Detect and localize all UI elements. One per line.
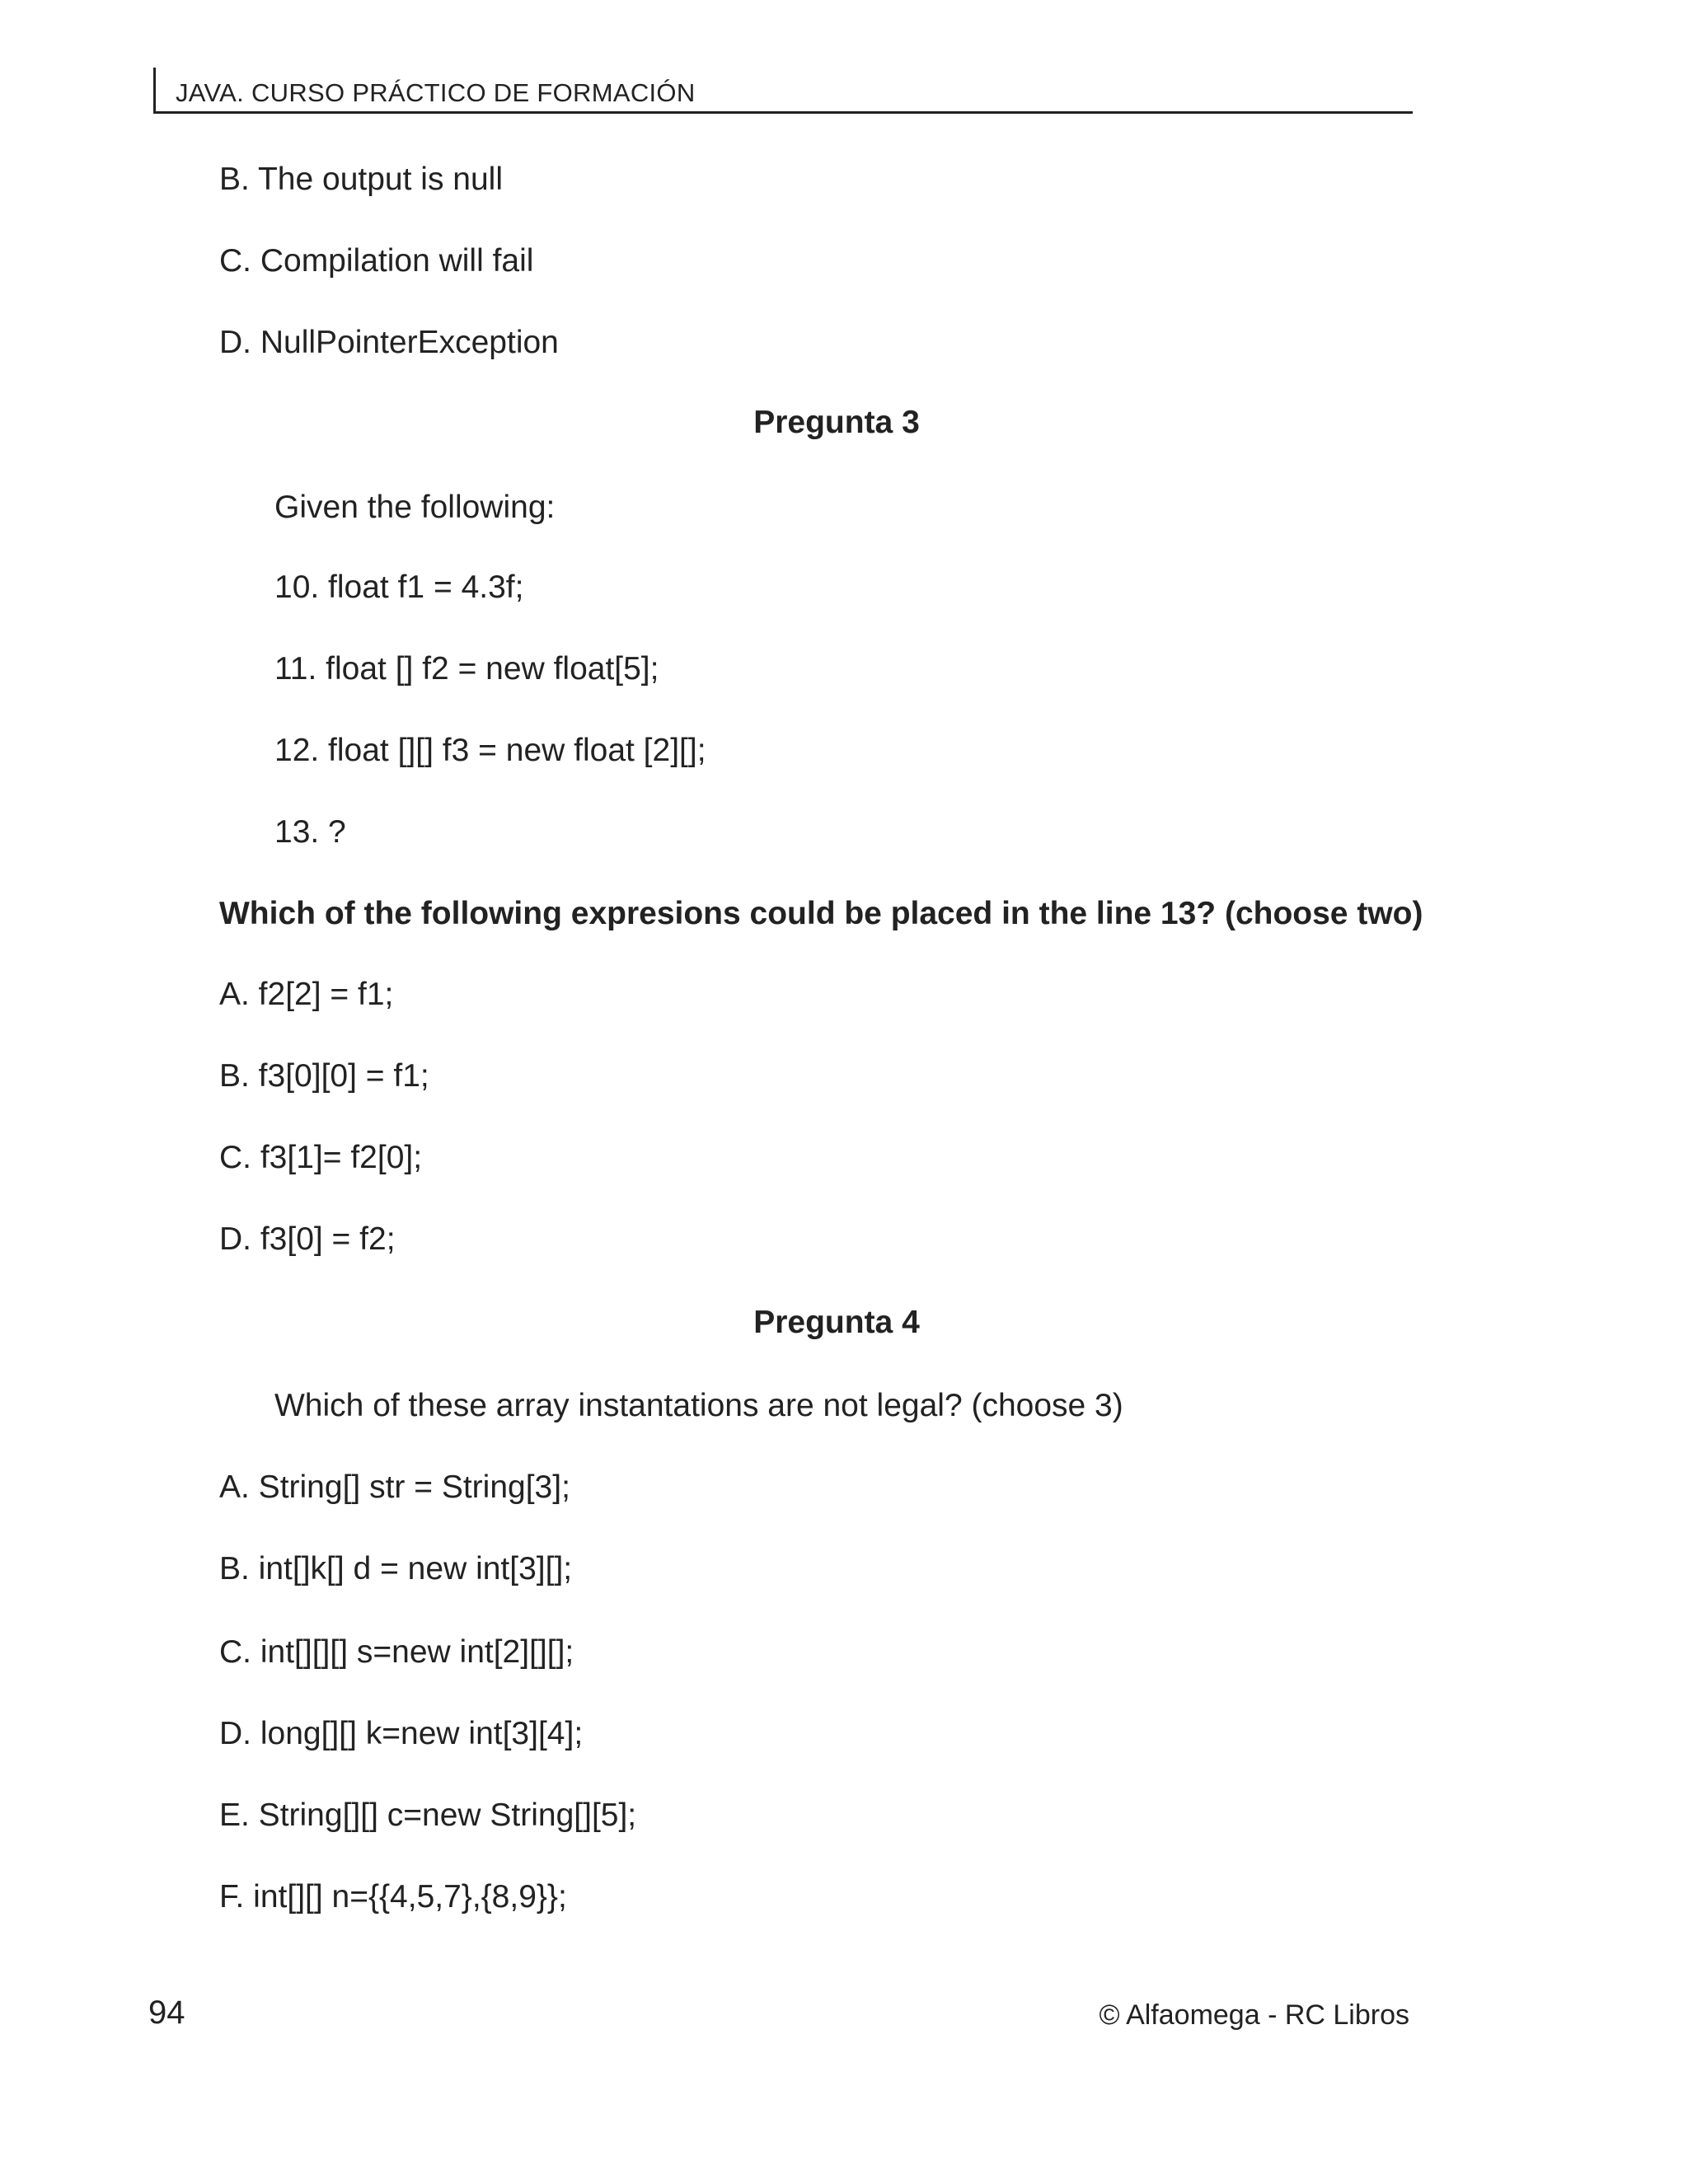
q3-question: Which of the following expresions could be placed in the line 13? (choose two)	[219, 896, 1423, 931]
running-header-title: JAVA. CURSO PRÁCTICO DE FORMACIÓN	[176, 78, 696, 107]
q4-option-b: B. int[]k[] d = new int[3][];	[219, 1551, 573, 1586]
q3-option-d: D. f3[0] = f2;	[219, 1221, 396, 1257]
q3-option-c: C. f3[1]= f2[0];	[219, 1140, 423, 1175]
copyright-notice: © Alfaomega - RC Libros	[1099, 1999, 1409, 2031]
q4-option-d: D. long[][] k=new int[3][4];	[219, 1716, 584, 1751]
q4-option-f: F. int[][] n={{4,5,7},{8,9}};	[219, 1879, 567, 1915]
q3-option-a: A. f2[2] = f1;	[219, 977, 394, 1012]
q4-option-c: C. int[][][] s=new int[2][][];	[219, 1634, 574, 1670]
running-header	[153, 68, 1413, 114]
q2-option-b: B. The output is null	[219, 162, 503, 197]
q3-code-line-13: 13. ?	[274, 814, 346, 850]
q3-heading: Pregunta 3	[753, 405, 920, 440]
q4-heading: Pregunta 4	[753, 1305, 920, 1340]
q3-code-line-10: 10. float f1 = 4.3f;	[274, 569, 524, 605]
q4-question: Which of these array instantations are not legal? (choose 3)	[274, 1388, 1123, 1423]
q4-option-e: E. String[][] c=new String[][5];	[219, 1797, 637, 1833]
q3-code-line-11: 11. float [] f2 = new float[5];	[274, 651, 659, 687]
q2-option-c: C. Compilation will fail	[219, 243, 534, 279]
q4-option-a: A. String[] str = String[3];	[219, 1469, 570, 1505]
page-number: 94	[148, 1994, 185, 2031]
q2-option-d: D. NullPointerException	[219, 325, 559, 360]
q3-intro: Given the following:	[274, 490, 556, 525]
q3-code-line-12: 12. float [][] f3 = new float [2][];	[274, 733, 706, 768]
q3-option-b: B. f3[0][0] = f1;	[219, 1058, 429, 1094]
